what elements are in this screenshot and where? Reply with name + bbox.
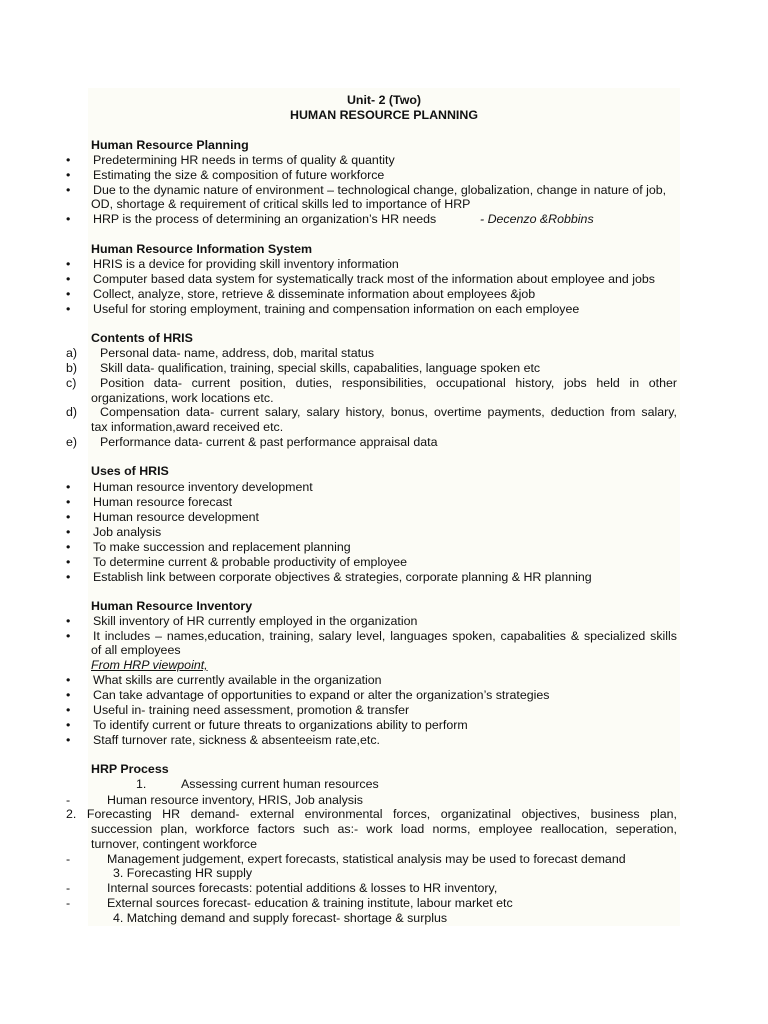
section-heading-hris: Human Resource Information System: [91, 242, 313, 256]
section-heading-hrp-process: HRP Process: [91, 762, 169, 776]
section-heading-inventory: Human Resource Inventory: [91, 599, 253, 613]
section-heading-contents: Contents of HRIS: [91, 331, 193, 345]
unit-label: Unit- 2 (Two): [346, 93, 422, 107]
section-heading-uses: Uses of HRIS: [91, 464, 169, 478]
attribution: - Decenzo &Robbins: [480, 212, 594, 226]
section-heading-hrp: Human Resource Planning: [91, 138, 249, 152]
page-title: HUMAN RESOURCE PLANNING: [290, 108, 478, 122]
